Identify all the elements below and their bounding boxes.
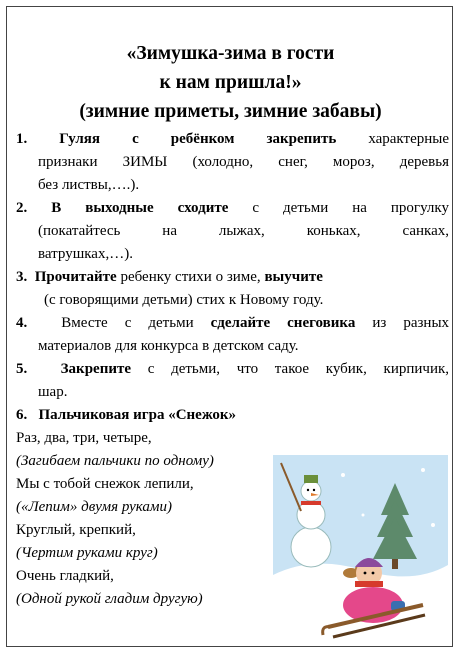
list-item-line: 1. Гуляя с ребёнком закрепить характерные <box>16 131 449 147</box>
list-item-line: 5. Закрепите с детьми, что такое кубик, кирпичик, <box>16 361 450 377</box>
list-item-2 <box>16 197 449 266</box>
list-item-line: признаки ЗИМЫ (холодно, снег, мороз, деревья <box>38 154 449 170</box>
poem-instruction: (Одной рукой гладим другую) <box>16 591 203 607</box>
list-item-3 <box>16 266 449 312</box>
list-item-line: 4. Вместе с детьми сделайте снеговика из разных <box>16 315 450 331</box>
poem-instruction: (Загибаем пальчики по одному) <box>16 453 214 469</box>
list-item-line: (с говорящими детьми) стих к Новому году. <box>44 292 324 308</box>
list-item-line: (покатайтесь на лыжах, коньках, санках, <box>38 223 449 239</box>
list-item-line: ватрушках,…). <box>38 246 133 262</box>
page-title-line1: «Зимушка-зима в гости <box>126 43 335 64</box>
list-item-5 <box>16 358 449 404</box>
poem-line: Мы с тобой снежок лепили, <box>16 476 194 492</box>
snowman-child-sled-illustration <box>273 455 448 645</box>
list-item-line: 3. Прочитайте ребенку стихи о зиме, выучите <box>16 269 323 285</box>
list-item-line: материалов для конкурса в детском саду. <box>38 338 299 354</box>
poem-line: Круглый, крепкий, <box>16 522 136 538</box>
list-item-line: 2. В выходные сходите с детьми на прогулку <box>16 200 449 216</box>
list-item-line: 6. Пальчиковая игра «Снежок» <box>16 407 236 423</box>
poem <box>16 427 214 611</box>
poem-instruction: («Лепим» двумя руками) <box>16 499 172 515</box>
poem-line: Очень гладкий, <box>16 568 114 584</box>
page-title-line2: к нам пришла!» <box>159 72 302 93</box>
list-item-line: шар. <box>38 384 68 400</box>
list-item-6 <box>16 404 449 427</box>
list-item-line: без листвы,….). <box>38 177 140 193</box>
poem-line: Раз, два, три, четыре, <box>16 430 152 446</box>
handout-page <box>6 6 453 647</box>
poem-instruction: (Чертим руками круг) <box>16 545 158 561</box>
list-item-1 <box>16 128 449 197</box>
list-item-4 <box>16 312 449 358</box>
page-subtitle: (зимние приметы, зимние забавы) <box>79 101 382 122</box>
